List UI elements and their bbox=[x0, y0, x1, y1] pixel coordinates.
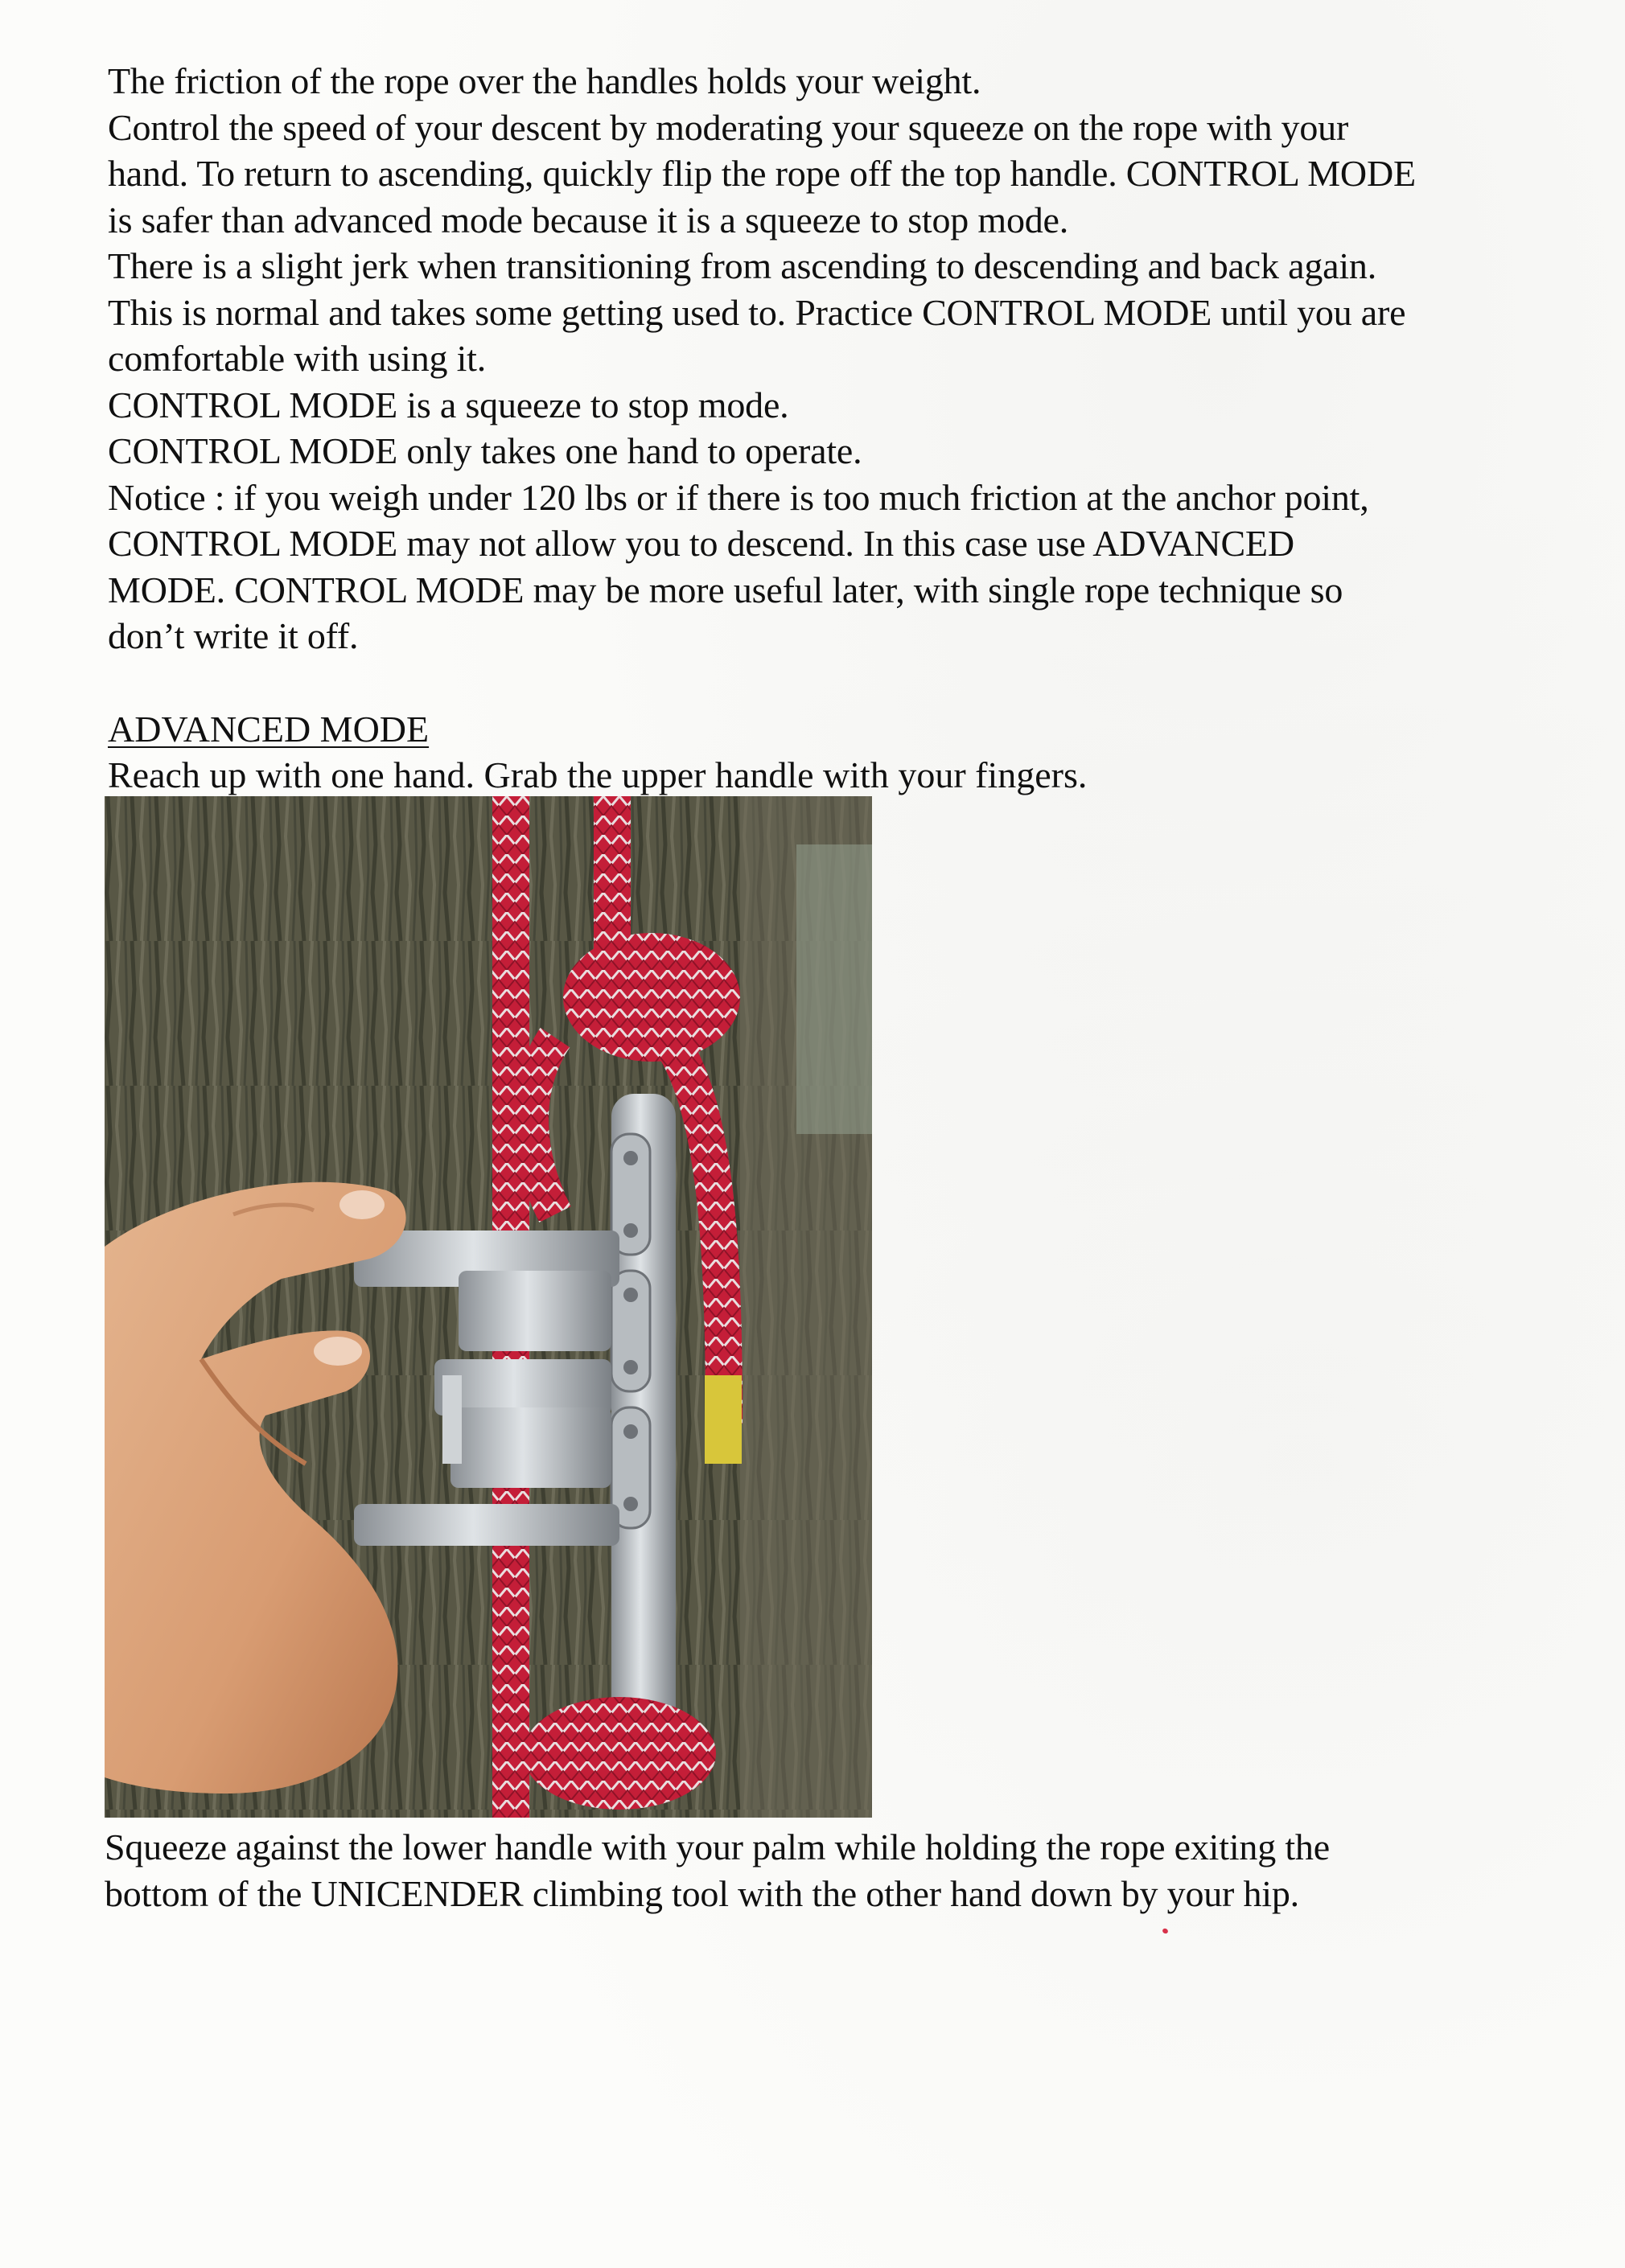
scan-speck bbox=[1162, 1928, 1169, 1935]
body-line: Notice : if you weigh under 120 lbs or if there is too much friction at the anchor point, bbox=[108, 476, 1369, 518]
body-line: CONTROL MODE only takes one hand to operate. bbox=[108, 430, 862, 471]
body-line: The friction of the rope over the handles holds your weight. bbox=[108, 60, 981, 101]
unicender-photo-illustration bbox=[105, 796, 872, 1818]
body-line: Control the speed of your descent by moderating your squeeze on the rope with your bbox=[108, 106, 1349, 148]
body-line: CONTROL MODE may not allow you to descend. In this case use ADVANCED bbox=[108, 523, 1294, 564]
body-line: is safer than advanced mode because it is a squeeze to stop mode. bbox=[108, 199, 1069, 240]
photo-caption bbox=[105, 1824, 1601, 1917]
body-line: don’t write it off. bbox=[108, 615, 359, 656]
body-text bbox=[108, 58, 1604, 659]
section-heading: ADVANCED MODE bbox=[108, 709, 430, 750]
body-line: This is normal and takes some getting used to. Practice CONTROL MODE until you are bbox=[108, 291, 1406, 333]
body-line: comfortable with using it. bbox=[108, 338, 487, 379]
unicender-photo bbox=[105, 796, 872, 1818]
body-line: hand. To return to ascending, quickly flip the rope off the top handle. CONTROL MODE bbox=[108, 153, 1416, 194]
body-line: CONTROL MODE is a squeeze to stop mode. bbox=[108, 384, 789, 425]
caption-line: Squeeze against the lower handle with your palm while holding the rope exiting the bbox=[105, 1826, 1330, 1867]
body-line: There is a slight jerk when transitioning from ascending to descending and back again. bbox=[108, 245, 1377, 286]
caption-line: bottom of the UNICENDER climbing tool with the other hand down by your hip. bbox=[105, 1872, 1299, 1914]
instruction-text: Reach up with one hand. Grab the upper handle with your fingers. bbox=[108, 754, 1088, 795]
advanced-mode-section bbox=[108, 706, 1087, 798]
body-line: MODE. CONTROL MODE may be more useful later, with single rope technique so bbox=[108, 569, 1343, 610]
